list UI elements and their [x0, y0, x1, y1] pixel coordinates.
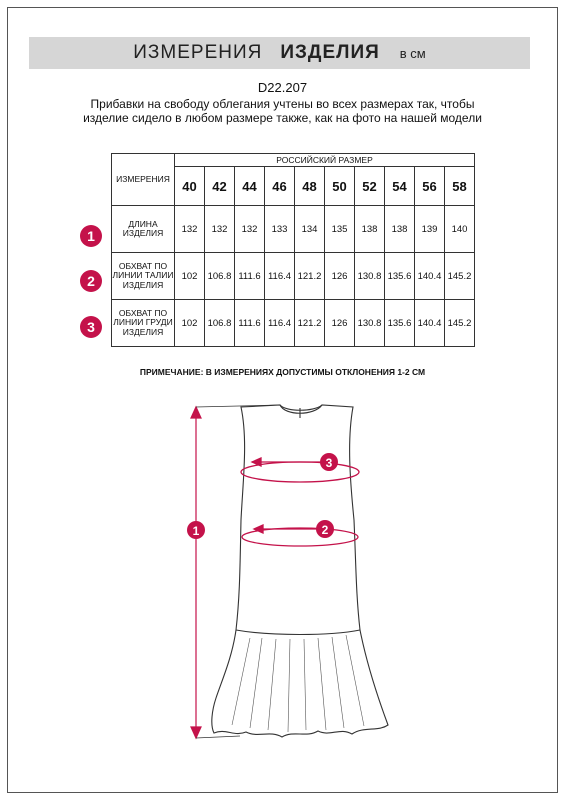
value-cell: 130.8: [355, 253, 385, 300]
diagram-marker-3: [320, 453, 338, 471]
value-cell: 140.4: [415, 253, 445, 300]
value-cell: 102: [175, 300, 205, 347]
arrow-head-bottom: [191, 727, 201, 738]
value-cell: 106.8: [205, 300, 235, 347]
value-cell: 134: [295, 206, 325, 253]
size-system-header: РОССИЙСКИЙ РАЗМЕР: [175, 154, 475, 167]
flounce-folds: [232, 635, 364, 732]
value-cell: 145.2: [445, 253, 475, 300]
dress-diagram: [0, 380, 565, 800]
header-unit: в см: [399, 45, 426, 61]
dress-silhouette: [212, 405, 388, 737]
header-title-part2: ИЗДЕЛИЯ: [280, 42, 380, 63]
value-cell: 106.8: [205, 253, 235, 300]
size-header-cell: 56: [415, 167, 445, 206]
value-cell: 135.6: [385, 253, 415, 300]
arrow-head-top: [191, 407, 201, 418]
size-header-cell: 40: [175, 167, 205, 206]
diagram-marker-1: [187, 521, 205, 539]
row-label-length: ДЛИНА ИЗДЕЛИЯ: [112, 206, 175, 253]
table-row: [112, 206, 475, 253]
chest-measure: [241, 458, 359, 482]
row-label-chest: ОБХВАТ ПО ЛИНИИ ГРУДИ ИЗДЕЛИЯ: [112, 300, 175, 347]
marker-2-label: 2: [321, 523, 329, 537]
value-cell: 140: [445, 206, 475, 253]
flounce-seam: [236, 630, 360, 635]
measurement-column-header: ИЗМЕРЕНИЯ: [112, 154, 175, 206]
value-cell: 116.4: [265, 253, 295, 300]
value-cell: 126: [325, 300, 355, 347]
article-code: D22.207: [257, 80, 308, 95]
row-label-waist: ОБХВАТ ПО ЛИНИИ ТАЛИИ ИЗДЕЛИЯ: [112, 253, 175, 300]
value-cell: 135.6: [385, 300, 415, 347]
diagram-marker-2: [316, 520, 334, 538]
value-cell: 145.2: [445, 300, 475, 347]
value-cell: 111.6: [235, 253, 265, 300]
value-cell: 138: [385, 206, 415, 253]
value-cell: 132: [235, 206, 265, 253]
value-cell: 139: [415, 206, 445, 253]
dress-outline: [212, 405, 388, 737]
value-cell: 116.4: [265, 300, 295, 347]
marker-1-label: 1: [192, 524, 200, 538]
waist-measure: [242, 525, 358, 546]
size-header-cell: 58: [445, 167, 475, 206]
marker-3-label: 3: [325, 456, 333, 470]
table-row: [112, 253, 475, 300]
value-cell: 126: [325, 253, 355, 300]
value-cell: 132: [175, 206, 205, 253]
value-cell: 121.2: [295, 253, 325, 300]
size-header-cell: 52: [355, 167, 385, 206]
marker-badge-chest: 3: [80, 316, 102, 338]
tolerance-note: ПРИМЕЧАНИЕ: В ИЗМЕРЕНИЯХ ДОПУСТИМЫ ОТКЛОНЕНИЯ 1-2 СМ: [139, 367, 426, 377]
header-title-part1: ИЗМЕРЕНИЯ: [133, 42, 263, 63]
size-header-cell: 54: [385, 167, 415, 206]
neckline: [280, 405, 322, 410]
marker-badge-waist: 2: [80, 270, 102, 292]
size-header-cell: 50: [325, 167, 355, 206]
length-arrow: [191, 405, 280, 738]
size-header-cell: 44: [235, 167, 265, 206]
size-header-cell: 42: [205, 167, 235, 206]
page-header: [29, 37, 530, 69]
value-cell: 111.6: [235, 300, 265, 347]
value-cell: 130.8: [355, 300, 385, 347]
value-cell: 140.4: [415, 300, 445, 347]
value-cell: 121.2: [295, 300, 325, 347]
size-header-cell: 46: [265, 167, 295, 206]
table-row: [112, 300, 475, 347]
value-cell: 135: [325, 206, 355, 253]
value-cell: 132: [205, 206, 235, 253]
fit-description: Прибавки на свободу облегания учтены во всех размерах так, чтобы изделие сидело в любом размере также, как на фото на нашей модели: [83, 97, 482, 125]
size-header-cell: 48: [295, 167, 325, 206]
marker-badge-length: 1: [80, 225, 102, 247]
value-cell: 133: [265, 206, 295, 253]
size-table: [111, 153, 475, 347]
value-cell: 138: [355, 206, 385, 253]
value-cell: 102: [175, 253, 205, 300]
